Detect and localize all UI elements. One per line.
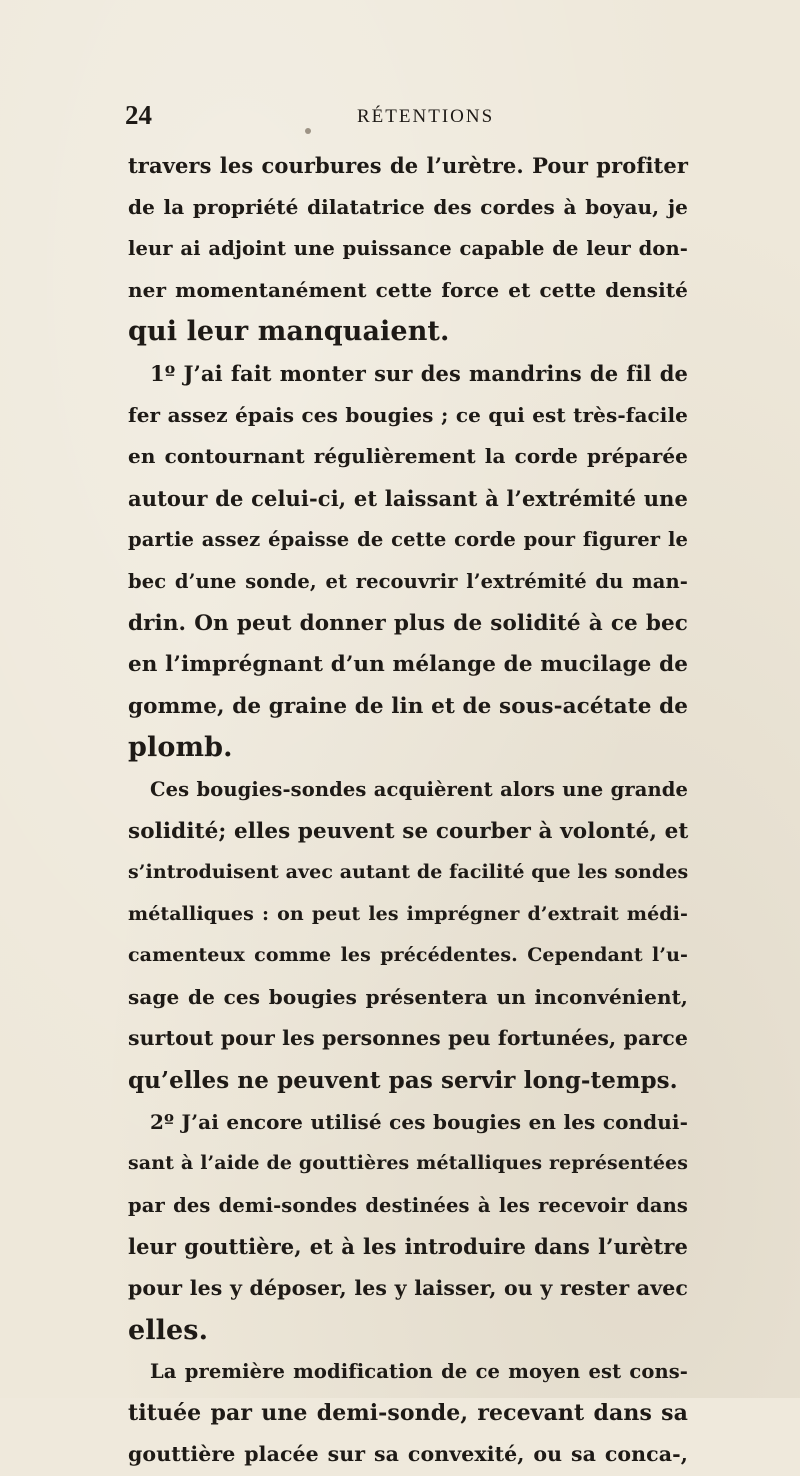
text-line: ner momentanément cette force et cette densité [128,277,688,302]
body-text [128,145,688,1476]
text-line: gomme, de graine de lin et de sous-acétate de [128,693,688,719]
text-line: métalliques : on peut les imprégner d’extrait médi- [128,902,688,925]
text-line: en l’imprégnant d’un mélange de mucilage de [128,652,688,678]
text-line: solidité; elles peuvent se courber à volonté, et [128,818,689,844]
text-line: camenteux comme les précédentes. Cependant l’u- [128,944,688,967]
text-line: plomb. [128,732,233,764]
text-line: partie assez épaisse de cette corde pour figurer le [128,528,688,552]
page-header [125,100,685,140]
ink-dot [305,128,311,134]
text-line: autour de celui-ci, et laissant à l’extrémité une [128,485,688,511]
text-line: Ces bougies-sondes acquièrent alors une grande [150,777,688,801]
text-line: 1º J’ai fait monter sur des mandrins de fil de [150,360,688,386]
text-line: travers les courbures de l’urètre. Pour profiter [128,153,688,178]
text-line: 2º J’ai encore utilisé ces bougies en les condui- [150,1109,688,1134]
text-line: leur ai adjoint une puissance capable de leur don- [128,237,688,261]
text-line: sage de ces bougies présentera un inconvénient, [128,984,688,1009]
text-line: drin. On peut donner plus de solidité à ce bec [128,610,688,636]
text-line: sant à l’aide de gouttières métalliques représentées [128,1152,688,1175]
page-number: 24 [125,100,152,130]
text-line: de la propriété dilatatrice des cordes à boyau, je [128,194,688,219]
text-line: s’introduisent avec autant de facilité que les sondes [128,861,689,884]
text-line: fer assez épais ces bougies ; ce qui est très-facile [128,402,688,427]
text-line: tituée par une demi-sonde, recevant dans sa [128,1399,688,1426]
text-line: par des demi-sondes destinées à les recevoir dans [128,1193,688,1217]
text-line: bec d’une sonde, et recouvrir l’extrémité du man- [128,569,688,593]
text-line: en contournant régulièrement la corde préparée [128,444,688,469]
text-line: leur gouttière, et à les introduire dans l’urètre [128,1234,688,1260]
text-line: gouttière placée sur sa convexité, ou sa conca-, [128,1442,688,1467]
text-line: pour les y déposer, les y laisser, ou y rester avec [128,1276,688,1301]
running-title: RÉTENTIONS [357,106,495,127]
text-line: La première modification de ce moyen est cons- [150,1360,688,1384]
text-line: elles. [128,1314,209,1346]
text-line: qui leur manquaient. [128,316,450,348]
text-line: surtout pour les personnes peu fortunées, parce [128,1026,688,1051]
text-line: qu’elles ne peuvent pas servir long-temps. [128,1067,678,1095]
